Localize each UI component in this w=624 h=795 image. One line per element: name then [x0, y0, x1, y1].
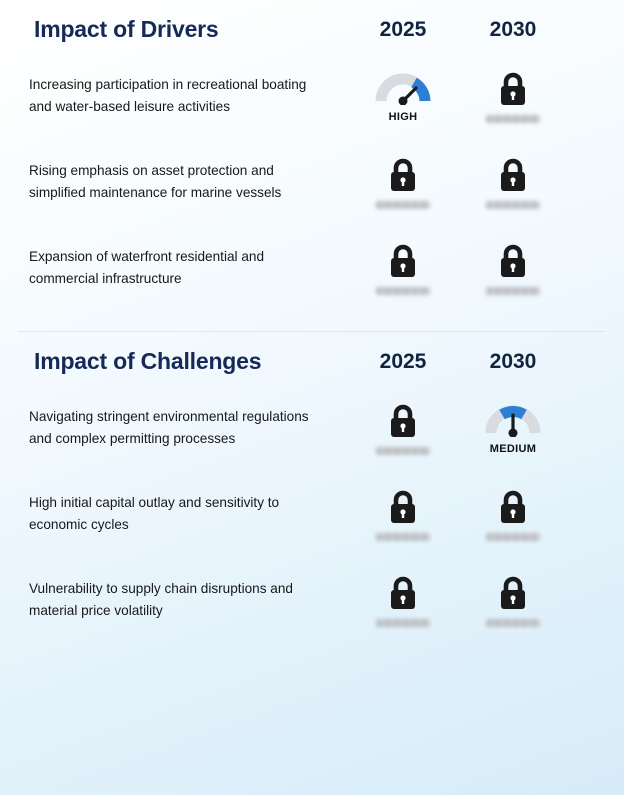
impact-cell-2025[interactable] — [348, 487, 458, 541]
locked-value — [376, 573, 430, 627]
locked-value — [486, 69, 540, 123]
column-header-2025-challenges: 2025 — [379, 349, 427, 373]
locked-value — [376, 487, 430, 541]
blurred-rating-label — [376, 201, 430, 209]
lock-icon — [496, 241, 530, 281]
impact-cell-2030[interactable] — [458, 155, 568, 209]
lock-icon — [386, 401, 420, 441]
challenge-label: Navigating stringent environmental regulations and complex permitting processes — [29, 408, 309, 446]
lock-icon — [386, 241, 420, 281]
column-header-2030-drivers: 2030 — [489, 17, 537, 41]
gauge-icon — [485, 401, 541, 437]
section-drivers — [18, 0, 606, 317]
impact-cell-2030[interactable] — [458, 401, 568, 455]
impact-cell-2030[interactable] — [458, 69, 568, 123]
impact-cell-2030[interactable] — [458, 487, 568, 541]
impact-cell-2025[interactable] — [348, 401, 458, 455]
impact-cell-2030[interactable] — [458, 573, 568, 627]
impact-cell-2030[interactable] — [458, 241, 568, 295]
column-header-2025-drivers: 2025 — [379, 17, 427, 41]
section-challenges — [18, 332, 606, 649]
blurred-rating-label — [486, 201, 540, 209]
impact-cell-2025[interactable] — [348, 155, 458, 209]
driver-label: Rising emphasis on asset protection and simplified maintenance for marine vessels — [29, 162, 282, 200]
impact-cell-2025[interactable] — [348, 573, 458, 627]
gauge-icon — [375, 69, 431, 105]
column-header-2030-challenges: 2030 — [489, 349, 537, 373]
challenge-label: Vulnerability to supply chain disruptions and material price volatility — [29, 580, 293, 618]
table-row — [18, 53, 606, 139]
locked-value — [486, 487, 540, 541]
lock-icon — [386, 155, 420, 195]
lock-icon — [496, 487, 530, 527]
section-header-challenges — [18, 332, 606, 385]
driver-label: Expansion of waterfront residential and commercial infrastructure — [29, 248, 265, 286]
lock-icon — [496, 69, 530, 109]
locked-value — [376, 155, 430, 209]
impact-rating-label: HIGH — [388, 111, 418, 123]
section-title-drivers: Impact of Drivers — [34, 16, 219, 42]
blurred-rating-label — [376, 533, 430, 541]
blurred-rating-label — [486, 619, 540, 627]
blurred-rating-label — [486, 287, 540, 295]
section-header-drivers — [18, 0, 606, 53]
lock-icon — [386, 487, 420, 527]
section-title-challenges: Impact of Challenges — [34, 348, 262, 374]
locked-value — [486, 241, 540, 295]
table-row — [18, 471, 606, 557]
blurred-rating-label — [376, 287, 430, 295]
impact-rating-label: MEDIUM — [489, 443, 537, 455]
impact-cell-2025[interactable] — [348, 69, 458, 123]
table-row — [18, 385, 606, 471]
challenge-label: High initial capital outlay and sensitivity to economic cycles — [29, 494, 280, 532]
locked-value — [376, 401, 430, 455]
impact-cell-2025[interactable] — [348, 241, 458, 295]
table-row — [18, 557, 606, 643]
driver-label: Increasing participation in recreational boating and water-based leisure activities — [29, 76, 307, 114]
blurred-rating-label — [376, 619, 430, 627]
lock-icon — [386, 573, 420, 613]
blurred-rating-label — [376, 447, 430, 455]
blurred-rating-label — [486, 533, 540, 541]
table-row — [18, 139, 606, 225]
table-row — [18, 225, 606, 311]
blurred-rating-label — [486, 115, 540, 123]
locked-value — [486, 155, 540, 209]
lock-icon — [496, 573, 530, 613]
locked-value — [486, 573, 540, 627]
lock-icon — [496, 155, 530, 195]
locked-value — [376, 241, 430, 295]
